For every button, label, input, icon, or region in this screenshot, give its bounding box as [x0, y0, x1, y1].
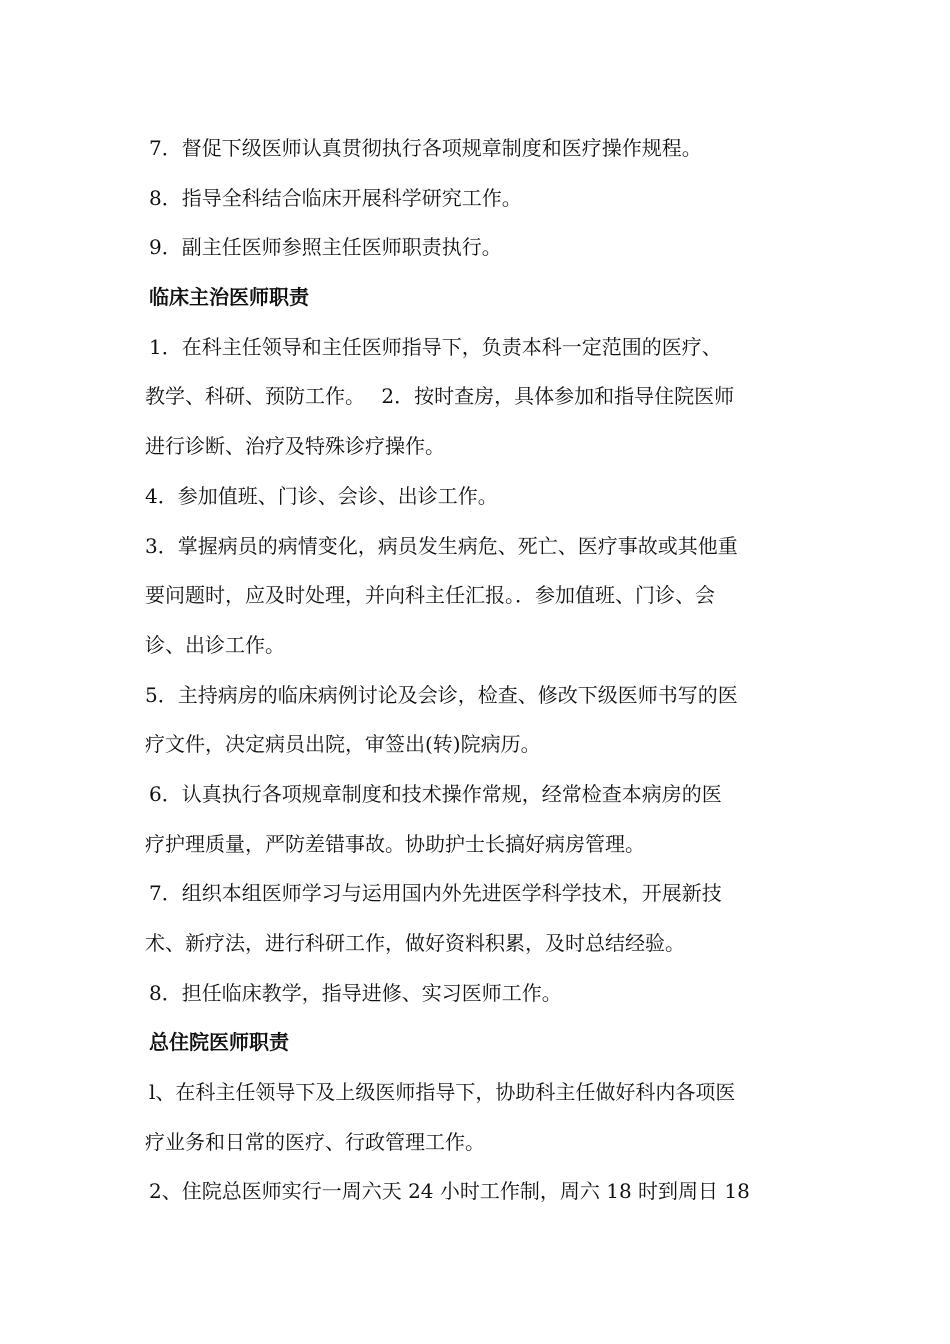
text-line: 7．组织本组医师学习与运用国内外先进医学科学技术，开展新技: [149, 881, 722, 906]
text-line: 8．指导全科结合临床开展科学研究工作。: [149, 185, 522, 210]
text-line: 疗护理质量，严防差错事故。协助护士长搞好病房管理。: [145, 831, 645, 856]
text-line: 2、住院总医师实行一周六天 24 小时工作制，周六 18 时到周日 18: [149, 1179, 750, 1204]
text-line: 术、新疗法，进行科研工作，做好资料积累，及时总结经验。: [145, 931, 685, 955]
text-line: 疗业务和日常的医疗、行政管理工作。: [145, 1129, 485, 1154]
text-line: 教学、科研、预防工作。 2．按时查房，具体参加和指导住院医师: [145, 384, 735, 409]
text-line: 9．副主任医师参照主任医师职责执行。: [149, 235, 502, 260]
text-line: l、在科主任领导下及上级医师指导下，协助科主任做好科内各项医: [149, 1080, 736, 1105]
text-line: 要问题时，应及时处理，并向科主任汇报。．参加值班、门诊、会: [145, 583, 715, 608]
section-heading: 临床主治医师职责: [149, 285, 309, 310]
text-line: 6．认真执行各项规章制度和技术操作常规，经常检查本病房的医: [149, 781, 722, 806]
text-line: 8．担任临床教学，指导进修、实习医师工作。: [149, 980, 562, 1005]
document-body: [145, 124, 810, 1217]
text-line: 4．参加值班、门诊、会诊、出诊工作。: [145, 483, 498, 508]
text-line: 5．主持病房的临床病例讨论及会诊，检查、修改下级医师书写的医: [145, 682, 738, 707]
text-line: 疗文件，决定病员出院，审签出(转)院病历。: [145, 732, 541, 757]
text-line: 进行诊断、治疗及特殊诊疗操作。: [145, 434, 445, 459]
text-line: 1．在科主任领导和主任医师指导下，负责本科一定范围的医疗、: [149, 334, 722, 359]
text-line: 7．督促下级医师认真贯彻执行各项规章制度和医疗操作规程。: [149, 136, 702, 160]
text-line: 3．掌握病员的病情变化，病员发生病危、死亡、医疗事故或其他重: [145, 533, 738, 558]
section-heading: 总住院医师职责: [149, 1030, 289, 1055]
text-line: 诊、出诊工作。: [145, 632, 285, 657]
